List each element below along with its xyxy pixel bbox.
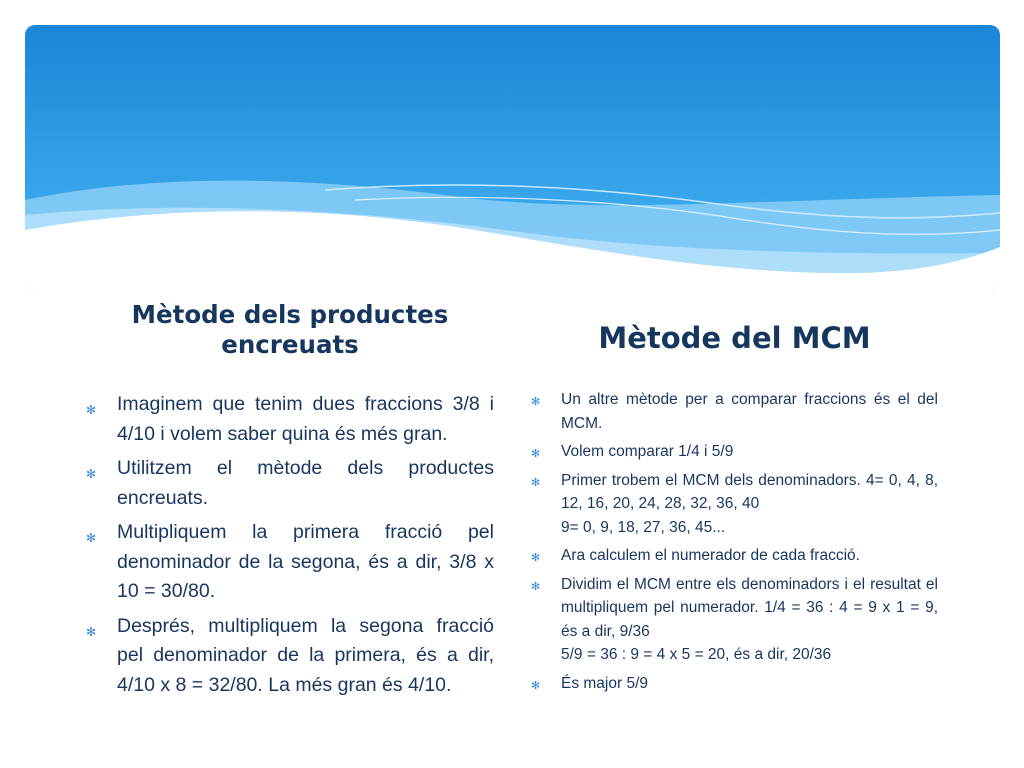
- asterisk-bullet-icon: ✻: [86, 531, 97, 545]
- right-column-title: Mètode del MCM: [598, 321, 871, 355]
- list-item: [531, 469, 938, 540]
- header-banner: [25, 25, 1000, 290]
- list-item: [531, 544, 938, 568]
- asterisk-bullet-icon: ✻: [531, 580, 541, 593]
- list-item-text: Volem comparar 1/4 i 5/9: [561, 443, 734, 460]
- asterisk-bullet-icon: ✻: [531, 448, 541, 460]
- right-bullet-list: [531, 388, 938, 695]
- list-item-text: Utilitzem el mètode dels productes encreuats.: [117, 457, 494, 509]
- left-bullet-list: [86, 390, 494, 700]
- left-column: [86, 300, 494, 705]
- list-item-text: Dividim el MCM entre els denominadors i el resultat el multipliquem pel numerador. 1/4 = 36 : 4 = 9 x 1 = 9, és a dir, 9/36: [561, 575, 938, 640]
- list-item: [86, 612, 494, 701]
- list-item-text: Després, multipliquem la segona fracció pel denominador de la primera, és a dir, 4/10 x 8 = 32/80. La més gran és 4/10.: [117, 614, 494, 696]
- asterisk-bullet-icon: ✻: [86, 624, 97, 639]
- left-column-title: Mètode dels productes encreuats: [131, 300, 449, 359]
- list-item-text-line: 9= 0, 9, 18, 27, 36, 45...: [561, 518, 726, 536]
- list-item: [86, 518, 494, 607]
- asterisk-bullet-icon: ✻: [531, 552, 541, 564]
- list-item: [531, 388, 938, 435]
- list-item-text: Multipliquem la primera fracció pel denominador de la segona, és a dir, 3/8 x 10 = 30/80.: [117, 521, 494, 602]
- asterisk-bullet-icon: ✻: [86, 467, 97, 481]
- list-item-text: És major 5/9: [561, 674, 649, 692]
- list-item-text: Ara calculem el numerador de cada fracció.: [561, 547, 860, 564]
- right-column: [531, 300, 938, 700]
- asterisk-bullet-icon: ✻: [86, 403, 97, 417]
- list-item: [86, 454, 494, 513]
- list-item-text: Imaginem que tenim dues fraccions 3/8 i 4/10 i volem saber quina és més gran.: [117, 393, 494, 445]
- asterisk-bullet-icon: ✻: [531, 679, 541, 692]
- asterisk-bullet-icon: ✻: [531, 476, 541, 489]
- list-item: [531, 440, 938, 464]
- list-item-text: Un altre mètode per a comparar fraccions és el del MCM.: [561, 391, 938, 432]
- list-item: [531, 573, 938, 667]
- list-item: [86, 390, 494, 449]
- asterisk-bullet-icon: ✻: [531, 396, 541, 408]
- list-item-text: Primer trobem el MCM dels denominadors. 4= 0, 4, 8, 12, 16, 20, 24, 28, 32, 36, 40: [561, 471, 938, 512]
- list-item-text-line: 5/9 = 36 : 9 = 4 x 5 = 20, és a dir, 20/36: [561, 646, 832, 663]
- list-item: [531, 672, 938, 696]
